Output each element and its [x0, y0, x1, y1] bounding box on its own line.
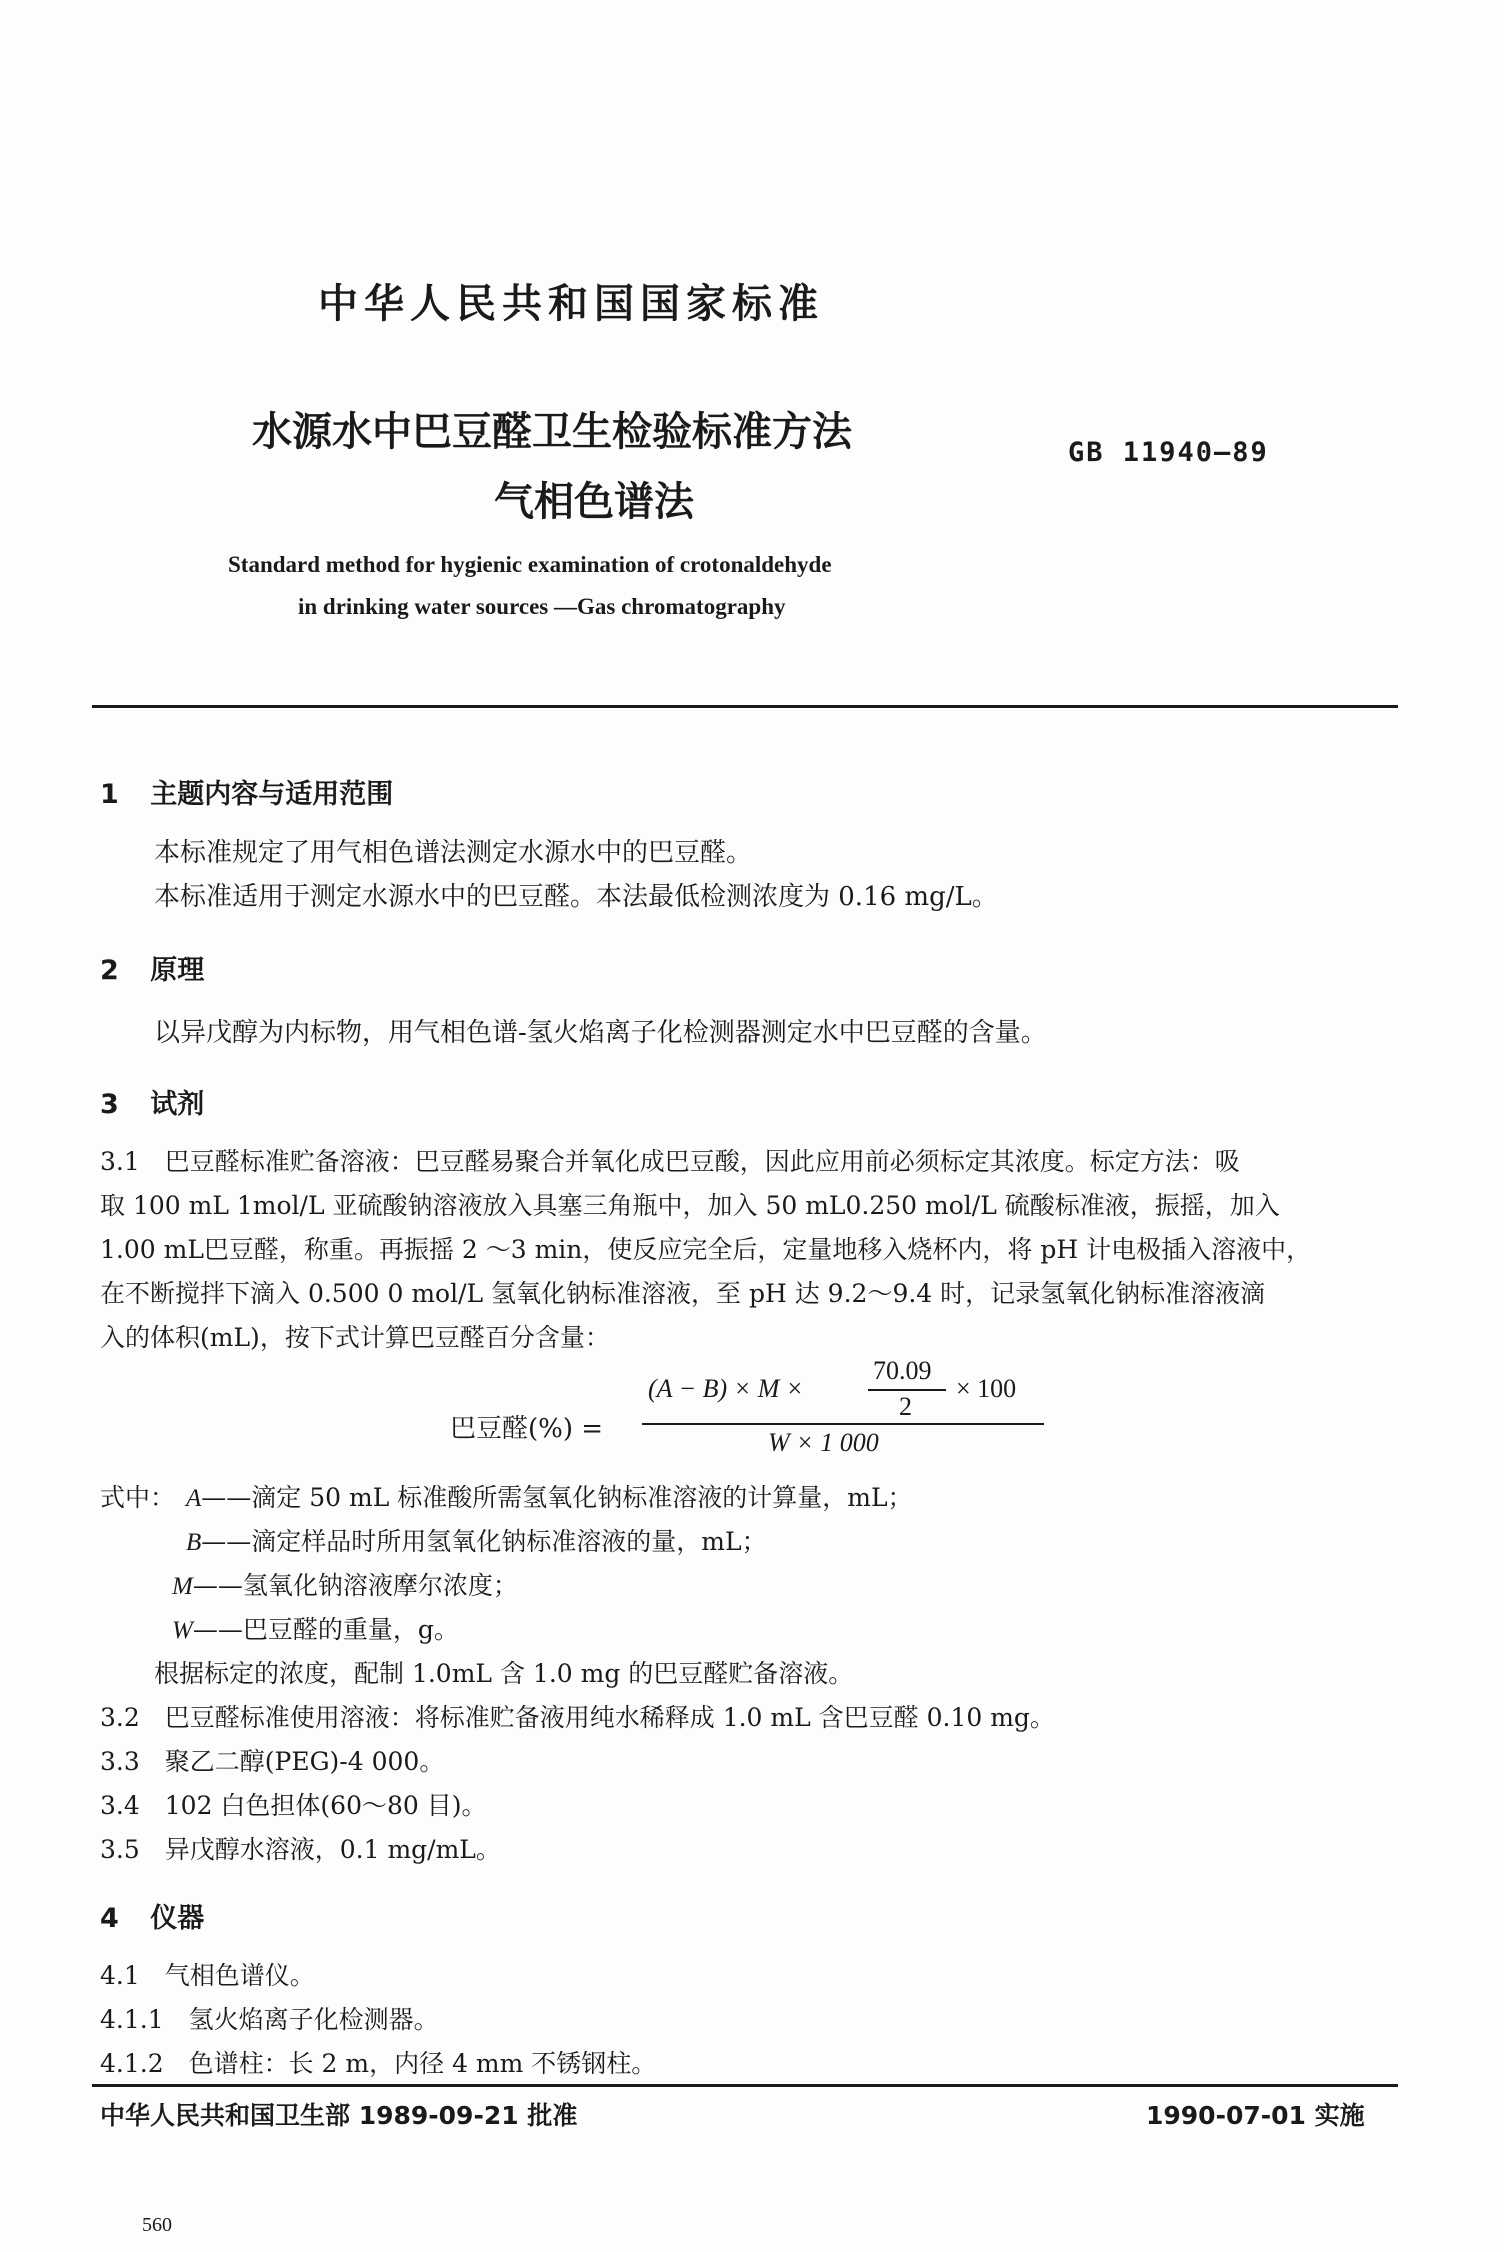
page-number: 560: [142, 2214, 172, 2236]
formula-inner-denominator: 2: [899, 1392, 912, 1421]
section-3-1-line-4: 在不断搅拌下滴入 0.500 0 mol/L 氢氧化钠标准溶液，至 pH 达 9.2～9.4 时，记录氢氧化钠标准溶液滴: [100, 1279, 1266, 1308]
section-3-5: 3.5 异戊醇水溶液，0.1 mg/mL。: [100, 1835, 501, 1864]
variable-definition-w: [172, 1610, 459, 1646]
variable-description: ——巴豆醛的重量，g。: [192, 1615, 459, 1644]
footer-divider: [92, 2084, 1398, 2087]
section-1-paragraph-2: 本标准适用于测定水源水中的巴豆醛。本法最低检测浓度为 0.16 mg/L。: [154, 882, 998, 912]
section-4-1: 4.1 气相色谱仪。: [100, 1961, 315, 1990]
variable-description: ——氢氧化钠溶液摩尔浓度；: [192, 1571, 518, 1600]
variable-symbol: A: [186, 1485, 202, 1512]
document-title-line2: 气相色谱法: [494, 479, 694, 525]
formula-where-label: 式中：: [100, 1483, 176, 1512]
section-4-1-2: 4.1.2 色谱柱：长 2 m，内径 4 mm 不锈钢柱。: [100, 2049, 657, 2078]
section-4-heading: [100, 1896, 204, 1935]
section-3-number: 3: [100, 1089, 119, 1120]
variable-definition-b: [186, 1522, 767, 1558]
variable-description: ——滴定 50 mL 标准酸所需氢氧化钠标准溶液的计算量，mL；: [201, 1483, 913, 1512]
section-4-number: 4: [100, 1903, 119, 1934]
variable-symbol: M: [172, 1573, 193, 1600]
section-2-number: 2: [100, 955, 119, 986]
english-title-line2: in drinking water sources —Gas chromatography: [298, 594, 786, 619]
section-3-1-line-5: 入的体积(mL)，按下式计算巴豆醛百分含量：: [100, 1323, 610, 1352]
section-2-paragraph-1: 以异戊醇为内标物，用气相色谱-氢火焰离子化检测器测定水中巴豆醛的含量。: [154, 1018, 1047, 1048]
english-title-line1: Standard method for hygienic examination of crotonaldehyde: [228, 552, 832, 577]
section-2-title: 原理: [150, 955, 205, 986]
section-1-paragraph-1: 本标准规定了用气相色谱法测定水源水中的巴豆醛。: [154, 838, 753, 868]
formula-numerator-left: (A − B) × M ×: [648, 1374, 804, 1403]
section-1-heading: [100, 772, 393, 811]
formula-denominator: W × 1 000: [768, 1428, 879, 1457]
formula-numerator-right: × 100: [956, 1374, 1017, 1403]
section-3-1-line-2: 取 100 mL 1mol/L 亚硫酸钠溶液放入具塞三角瓶中，加入 50 mL0.250 mol/L 硫酸标准液，振摇，加入: [100, 1191, 1280, 1220]
section-3-1-line-3: 1.00 mL巴豆醛，称重。再振摇 2 ～3 min，使反应完全后，定量地移入烧杯内，将 pH 计电极插入溶液中，: [100, 1235, 1312, 1264]
footer-approval: 中华人民共和国卫生部 1989-09-21 批准: [100, 2101, 578, 2130]
section-3-1-concluding-sentence: 根据标定的浓度，配制 1.0mL 含 1.0 mg 的巴豆醛贮备溶液。: [154, 1659, 854, 1688]
national-standard-heading: 中华人民共和国国家标准: [318, 281, 824, 327]
section-3-heading: [100, 1082, 204, 1121]
document-title-line1: 水源水中巴豆醛卫生检验标准方法: [252, 409, 852, 455]
header-divider: [92, 705, 1398, 708]
section-4-title: 仪器: [150, 1903, 205, 1934]
section-1-number: 1: [100, 779, 119, 810]
section-3-2: 3.2 巴豆醛标准使用溶液：将标准贮备液用纯水稀释成 1.0 mL 含巴豆醛 0.10 mg。: [100, 1703, 1055, 1732]
section-3-3: 3.3 聚乙二醇(PEG)-4 000。: [100, 1747, 445, 1776]
section-4-1-1: 4.1.1 氢火焰离子化检测器。: [100, 2005, 439, 2034]
formula-main-fraction-bar: [642, 1423, 1044, 1425]
section-3-4: 3.4 102 白色担体(60～80 目)。: [100, 1791, 487, 1820]
variable-definition-a: [186, 1478, 913, 1514]
section-3-title: 试剂: [150, 1089, 205, 1120]
standard-code: GB 11940—89: [1068, 437, 1269, 468]
variable-symbol: W: [172, 1617, 193, 1644]
variable-symbol: B: [186, 1529, 202, 1556]
section-2-heading: [100, 948, 204, 987]
formula-inner-fraction-bar: [868, 1389, 946, 1391]
footer-effective-date: 1990-07-01 实施: [1146, 2101, 1365, 2130]
variable-description: ——滴定样品时所用氢氧化钠标准溶液的量，mL；: [201, 1527, 767, 1556]
section-3-1-line-1: 3.1 巴豆醛标准贮备溶液：巴豆醛易聚合并氧化成巴豆酸，因此应用前必须标定其浓度。标定方法：吸: [100, 1147, 1240, 1176]
formula-lhs: 巴豆醛(%) =: [450, 1414, 604, 1444]
variable-definition-m: [172, 1566, 518, 1602]
section-1-title: 主题内容与适用范围: [150, 779, 394, 810]
formula-inner-numerator: 70.09: [873, 1356, 932, 1385]
